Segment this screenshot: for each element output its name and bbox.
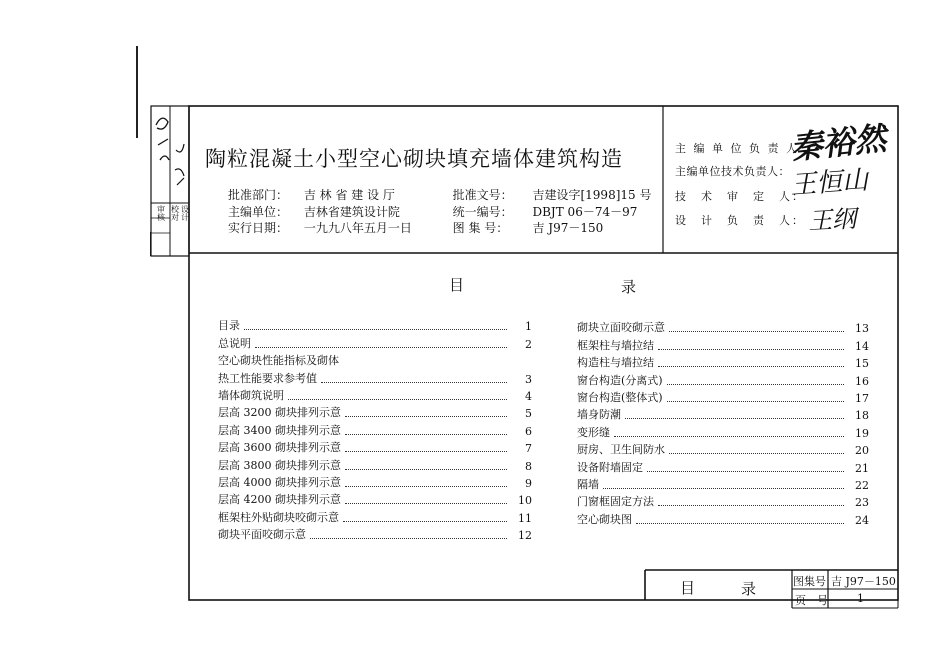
info-label-2: 统一编号： <box>452 204 513 219</box>
toc-item-label: 层高 3600 砌块排列示意 <box>218 441 341 455</box>
responsible-reviewer: 技 术 审 定 人： <box>675 190 805 203</box>
info-label-2: 批准文号： <box>452 188 513 202</box>
toc-item[interactable] <box>577 492 869 509</box>
info-value: 一九九八年五月一日 <box>303 221 412 235</box>
toc-item-label: 砌块平面咬砌示意 <box>218 528 306 542</box>
toc-item-page: 15 <box>855 357 869 371</box>
toc-item-page: 24 <box>855 513 869 527</box>
signature-2: 王恒山 <box>789 165 870 201</box>
toc-item-label: 设备附墙固定 <box>577 460 643 474</box>
toc-leader <box>255 346 507 348</box>
toc-leader <box>321 381 507 383</box>
toc-item-label: 层高 3400 砌块排列示意 <box>218 423 341 437</box>
toc-item[interactable] <box>577 370 869 387</box>
info-value: 吉 林 省 建 设 厅 <box>303 188 395 202</box>
toc-item-label: 总说明 <box>218 336 251 350</box>
toc-item[interactable] <box>577 405 869 422</box>
toc-item[interactable] <box>218 316 532 333</box>
info-label: 实行日期： <box>228 221 289 235</box>
toc-item-label: 层高 4200 砌块排列示意 <box>218 493 341 507</box>
toc-item-label: 框架柱与墙拉结 <box>577 338 654 352</box>
toc-left-column <box>218 316 532 542</box>
footer-title-left: 目 <box>680 579 696 597</box>
toc-item[interactable] <box>577 353 869 370</box>
toc-leader <box>658 504 844 506</box>
toc-item[interactable] <box>577 509 869 526</box>
toc-item-page: 17 <box>855 391 869 405</box>
toc-item[interactable] <box>218 368 532 385</box>
toc-item[interactable] <box>218 490 532 507</box>
toc-item-page: 6 <box>525 424 532 438</box>
toc-item-page: 8 <box>525 459 532 473</box>
toc-right-column <box>577 318 869 527</box>
toc-item-page: 3 <box>525 372 532 386</box>
toc-item-page: 19 <box>855 426 869 440</box>
toc-item-label: 空心砌块性能指标及砌体 <box>218 354 339 368</box>
toc-item-page: 21 <box>855 461 869 475</box>
responsible-chief-editor: 主 编 单 位 负 责 人： <box>675 142 812 155</box>
toc-item-page: 10 <box>518 494 532 508</box>
toc-item[interactable] <box>218 386 532 403</box>
info-value: 吉林省建筑设计院 <box>303 204 400 219</box>
toc-item[interactable] <box>218 403 532 420</box>
toc-item-label: 构造柱与墙拉结 <box>577 356 654 370</box>
footer-page-label: 页 号 <box>795 594 828 607</box>
toc-item-page: 11 <box>518 511 532 525</box>
toc-item-label: 窗台构造(分离式) <box>577 373 663 387</box>
toc-item[interactable] <box>218 507 532 524</box>
signature-1: 秦裕然 <box>788 119 888 167</box>
approval-info <box>228 186 651 236</box>
info-row <box>228 219 651 236</box>
responsible-tech-lead: 主编单位技术负责人： <box>675 165 790 178</box>
toc-item-label: 目录 <box>218 319 240 333</box>
toc-leader <box>625 417 844 419</box>
toc-item[interactable] <box>577 318 869 335</box>
toc-item-page: 20 <box>855 444 869 458</box>
toc-heading-left: 目 <box>449 276 465 294</box>
toc-leader <box>310 537 507 539</box>
toc-item[interactable] <box>577 440 869 457</box>
toc-item[interactable] <box>577 388 869 405</box>
toc-item-label: 厨房、卫生间防水 <box>577 443 665 457</box>
toc-leader <box>647 470 844 472</box>
toc-leader <box>636 522 844 524</box>
toc-item-label: 层高 4000 砌块排列示意 <box>218 475 341 489</box>
toc-item-label: 窗台构造(整体式) <box>577 390 663 404</box>
toc-item-page: 1 <box>525 320 532 334</box>
toc-item-label: 墙体砌筑说明 <box>218 388 284 402</box>
toc-leader <box>669 330 844 332</box>
toc-item-label: 隔墙 <box>577 477 599 491</box>
toc-leader <box>345 433 507 435</box>
toc-item-label: 空心砌块图 <box>577 512 632 526</box>
toc-leader <box>343 364 507 365</box>
toc-leader <box>667 383 844 385</box>
toc-item-page: 12 <box>518 529 532 543</box>
toc-item-label: 热工性能要求参考值 <box>218 371 317 385</box>
toc-item-label: 层高 3800 砌块排列示意 <box>218 458 341 472</box>
toc-item[interactable] <box>218 420 532 437</box>
footer-atlas-value: 吉 J97－150 <box>831 575 896 588</box>
toc-item[interactable] <box>218 525 532 542</box>
side-label-review: 审 核 <box>157 205 165 222</box>
toc-item-label: 门窗框固定方法 <box>577 495 654 509</box>
toc-leader <box>244 328 507 330</box>
toc-item[interactable] <box>577 457 869 474</box>
toc-item[interactable] <box>218 333 532 350</box>
toc-leader <box>345 502 507 504</box>
signature-3: 王纲 <box>807 204 857 236</box>
toc-heading-right: 录 <box>621 278 637 296</box>
info-row <box>228 186 651 203</box>
toc-leader <box>603 487 844 489</box>
toc-item-label: 层高 3200 砌块排列示意 <box>218 406 341 420</box>
info-label: 批准部门： <box>228 188 289 202</box>
side-label-check: 校 对 <box>171 205 179 222</box>
toc-item-page: 13 <box>855 322 869 336</box>
toc-item[interactable] <box>577 335 869 352</box>
toc-item-label: 砌块立面咬砌示意 <box>577 321 665 335</box>
toc-leader <box>669 452 844 454</box>
toc-item-page: 4 <box>525 389 532 403</box>
toc-item-label: 墙身防潮 <box>577 408 621 422</box>
toc-item-label: 变形缝 <box>577 425 610 439</box>
toc-leader <box>345 450 507 452</box>
responsible-design-lead: 设 计 负 责 人： <box>675 214 805 227</box>
toc-item-page: 18 <box>855 409 869 423</box>
toc-leader <box>658 348 844 350</box>
info-value-2: 吉 J97－150 <box>532 221 604 235</box>
toc-leader <box>658 365 844 367</box>
toc-item-page: 23 <box>855 496 869 510</box>
toc-item[interactable] <box>218 351 532 368</box>
footer-atlas-label: 图集号 <box>793 575 826 588</box>
toc-item[interactable] <box>218 473 532 490</box>
info-value-2: 吉建设字[1998]15 号 <box>532 188 652 202</box>
toc-item-page: 5 <box>525 407 532 421</box>
side-label-design: 设 计 <box>181 205 189 222</box>
toc-item-page: 14 <box>855 339 869 353</box>
footer-title-right: 录 <box>741 580 757 598</box>
toc-leader <box>345 415 507 417</box>
toc-item-label: 框架柱外贴砌块咬砌示意 <box>218 510 339 524</box>
toc-item-page: 22 <box>855 478 869 492</box>
toc-item[interactable] <box>577 475 869 492</box>
toc-item[interactable] <box>577 422 869 439</box>
toc-leader <box>614 435 844 437</box>
toc-item-page: 7 <box>525 442 532 456</box>
toc-item-page: 9 <box>525 476 532 490</box>
info-row <box>228 203 651 220</box>
toc-leader <box>345 485 507 487</box>
info-value-2: DBJT 06－74－97 <box>532 204 638 219</box>
toc-item[interactable] <box>218 438 532 455</box>
info-label: 主编单位： <box>228 204 289 219</box>
atlas-title: 陶粒混凝土小型空心砌块填充墙体建筑构造 <box>205 147 623 171</box>
info-label-2: 图 集 号： <box>452 221 509 235</box>
toc-leader <box>343 520 507 522</box>
toc-leader <box>288 398 507 400</box>
toc-leader <box>345 468 507 470</box>
toc-item-page: 16 <box>855 374 869 388</box>
footer-page-value: 1 <box>857 592 864 605</box>
toc-leader <box>667 400 844 402</box>
toc-item-page: 2 <box>525 337 532 351</box>
toc-item[interactable] <box>218 455 532 472</box>
